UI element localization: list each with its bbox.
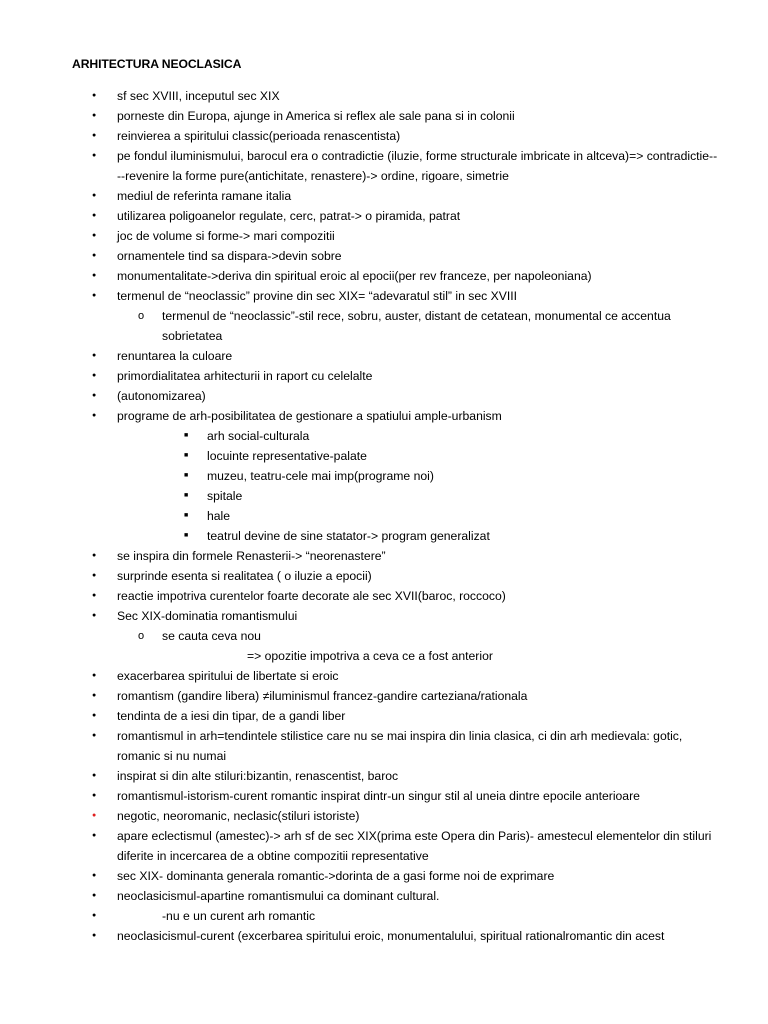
bullet-dot-icon — [92, 706, 96, 728]
list-item — [0, 206, 768, 226]
document-title: ARHITECTURA NEOCLASICA — [72, 57, 242, 71]
bullet-square-icon — [184, 446, 188, 468]
list-item-text: se inspira din formele Renasterii-> “neorenastere” — [117, 549, 386, 563]
list-item — [0, 126, 768, 146]
bullet-dot-icon — [92, 546, 96, 568]
list-item — [0, 286, 768, 306]
list-item — [0, 646, 768, 666]
list-item-text: teatrul devine de sine statator-> program generalizat — [207, 529, 490, 543]
list-item — [0, 706, 768, 726]
bullet-dot-icon — [92, 926, 96, 948]
bullet-dot-icon — [92, 106, 96, 128]
list-item — [0, 106, 768, 126]
list-item — [0, 886, 768, 906]
list-item — [0, 726, 768, 766]
list-item — [0, 686, 768, 706]
list-item-text: neoclasicismul-curent (excerbarea spiritului eroic, monumentalului, spiritual rationalromantic din acest — [117, 929, 665, 943]
list-item — [0, 826, 768, 866]
list-item — [0, 866, 768, 886]
list-item-text: termenul de “neoclassic” provine din sec XIX= “adevaratul stil” in sec XVIII — [117, 289, 517, 303]
bullet-dot-icon — [92, 806, 96, 828]
list-item-text: (autonomizarea) — [117, 389, 206, 403]
list-item — [0, 906, 768, 926]
list-item-text: inspirat si din alte stiluri:bizantin, renascentist, baroc — [117, 769, 399, 783]
list-item — [0, 506, 768, 526]
list-item-text: surprinde esenta si realitatea ( o iluzie a epocii) — [117, 569, 372, 583]
list-item-text: tendinta de a iesi din tipar, de a gandi liber — [117, 709, 346, 723]
list-item — [0, 86, 768, 106]
bullet-list — [0, 86, 768, 946]
list-item-text: locuinte representative-palate — [207, 449, 367, 463]
bullet-dot-icon — [92, 126, 96, 148]
list-item — [0, 226, 768, 246]
bullet-dot-icon — [92, 826, 96, 848]
list-item-text: romantismul in arh=tendintele stilistice care nu se mai inspira din linia clasica, ci din arh medievala: gotic, romanic si nu numai — [117, 729, 683, 763]
list-item — [0, 386, 768, 406]
list-item — [0, 806, 768, 826]
list-item — [0, 146, 768, 186]
list-item-text: joc de volume si forme-> mari compozitii — [117, 229, 335, 243]
list-item-text: se cauta ceva nou — [162, 629, 261, 643]
bullet-dot-icon — [92, 886, 96, 908]
list-item-text: hale — [207, 509, 231, 523]
bullet-square-icon — [184, 526, 188, 548]
bullet-dot-icon — [92, 866, 96, 888]
list-item — [0, 666, 768, 686]
bullet-dot-icon — [92, 186, 96, 208]
list-item-text: ornamentele tind sa dispara->devin sobre — [117, 249, 342, 263]
list-item-text: exacerbarea spiritului de libertate si eroic — [117, 669, 339, 683]
bullet-dot-icon — [92, 246, 96, 268]
list-item — [0, 266, 768, 286]
list-item — [0, 186, 768, 206]
list-item — [0, 526, 768, 546]
list-item-text: reactie impotriva curentelor foarte decorate ale sec XVII(baroc, roccoco) — [117, 589, 506, 603]
list-item — [0, 786, 768, 806]
list-item — [0, 446, 768, 466]
list-item-text: sec XIX- dominanta generala romantic->dorinta de a gasi forme noi de exprimare — [117, 869, 555, 883]
list-item — [0, 926, 768, 946]
list-item — [0, 766, 768, 786]
bullet-dot-icon — [92, 266, 96, 288]
bullet-square-icon — [184, 506, 188, 528]
list-item — [0, 246, 768, 266]
bullet-dot-icon — [92, 786, 96, 808]
bullet-square-icon — [184, 466, 188, 488]
list-item — [0, 346, 768, 366]
list-item — [0, 366, 768, 386]
list-item-text: neoclasicismul-apartine romantismului ca dominant cultural. — [117, 889, 440, 903]
list-item-text: termenul de “neoclassic”-stil rece, sobru, auster, distant de cetatean, monumental ce accentua sobrietatea — [162, 309, 671, 343]
bullet-dot-icon — [92, 906, 96, 928]
list-item-text: apare eclectismul (amestec)-> arh sf de sec XIX(prima este Opera din Paris)- amestecul elementelor din stiluri diferite in incercarea de a obtine compozitii representative — [117, 829, 712, 863]
bullet-square-icon — [184, 486, 188, 508]
bullet-dot-icon — [92, 606, 96, 628]
bullet-circle-icon — [138, 626, 144, 646]
list-item-text: renuntarea la culoare — [117, 349, 233, 363]
list-item — [0, 546, 768, 566]
list-item-text: -nu e un curent arh romantic — [162, 909, 316, 923]
list-item — [0, 306, 768, 346]
list-item-text: utilizarea poligoanelor regulate, cerc, patrat-> o piramida, patrat — [117, 209, 461, 223]
bullet-dot-icon — [92, 566, 96, 588]
list-item — [0, 466, 768, 486]
bullet-dot-icon — [92, 146, 96, 168]
bullet-dot-icon — [92, 206, 96, 228]
list-item-text: muzeu, teatru-cele mai imp(programe noi) — [207, 469, 434, 483]
list-item-text: primordialitatea arhitecturii in raport cu celelalte — [117, 369, 373, 383]
list-item — [0, 406, 768, 426]
list-item-text: pe fondul iluminismului, barocul era o contradictie (iluzie, forme structurale imbricate in altceva)=> contradictie----revenire la forme pure(antichitate, renastere)-> ordine, rigoare, simetrie — [117, 149, 718, 183]
bullet-dot-icon — [92, 726, 96, 748]
list-item-text: programe de arh-posibilitatea de gestionare a spatiului ample-urbanism — [117, 409, 502, 423]
list-item-text: porneste din Europa, ajunge in America si reflex ale sale pana si in colonii — [117, 109, 515, 123]
list-item — [0, 626, 768, 646]
list-item — [0, 426, 768, 446]
list-item-text: Sec XIX-dominatia romantismului — [117, 609, 298, 623]
list-item-text: sf sec XVIII, inceputul sec XIX — [117, 89, 280, 103]
list-item — [0, 486, 768, 506]
bullet-dot-icon — [92, 346, 96, 368]
list-item-text: romantismul-istorism-curent romantic inspirat dintr-un singur stil al uneia dintre epocile anterioare — [117, 789, 640, 803]
list-item — [0, 586, 768, 606]
bullet-dot-icon — [92, 366, 96, 388]
list-item-text: spitale — [207, 489, 243, 503]
list-item-text: monumentalitate->deriva din spiritual eroic al epocii(per rev franceze, per napoleoniana) — [117, 269, 592, 283]
list-item-text: romantism (gandire libera) ≠iluminismul francez-gandire carteziana/rationala — [117, 689, 528, 703]
bullet-dot-icon — [92, 406, 96, 428]
bullet-dot-icon — [92, 386, 96, 408]
list-item-text: => opozitie impotriva a ceva ce a fost anterior — [247, 649, 493, 663]
list-item-text: arh social-culturala — [207, 429, 310, 443]
list-item — [0, 566, 768, 586]
bullet-dot-icon — [92, 766, 96, 788]
bullet-dot-icon — [92, 286, 96, 308]
bullet-square-icon — [184, 426, 188, 448]
list-item-text: reinvierea a spiritului classic(perioada renascentista) — [117, 129, 401, 143]
bullet-dot-icon — [92, 666, 96, 688]
bullet-dot-icon — [92, 586, 96, 608]
list-item — [0, 606, 768, 626]
bullet-dot-icon — [92, 86, 96, 108]
bullet-dot-icon — [92, 686, 96, 708]
list-item-text: negotic, neoromanic, neclasic(stiluri istoriste) — [117, 809, 360, 823]
bullet-circle-icon — [138, 306, 144, 326]
bullet-dot-icon — [92, 226, 96, 248]
list-item-text: mediul de referinta ramane italia — [117, 189, 292, 203]
